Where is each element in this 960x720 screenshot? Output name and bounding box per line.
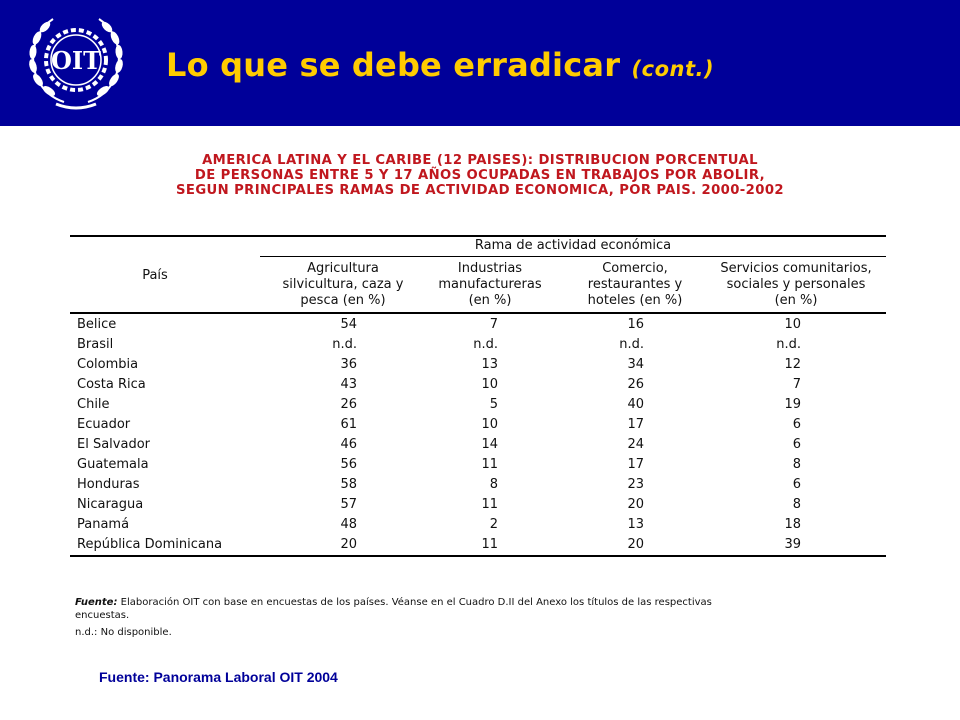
table-cell-value: 11: [481, 497, 498, 512]
table-cell-value: n.d.: [332, 337, 357, 352]
table-row-country: Guatemala: [77, 457, 149, 472]
table-cell-value: 36: [340, 357, 357, 372]
table-row-country: República Dominicana: [77, 537, 223, 552]
table-bottom-rule: [70, 555, 886, 557]
slide-title-text: Lo que se debe erradicar: [166, 46, 621, 84]
slide-title-suffix: (cont.): [631, 57, 715, 81]
table-cell-value: 17: [627, 457, 644, 472]
source-note-label: Fuente:: [75, 597, 118, 608]
table-title: [100, 153, 860, 198]
table-row-country: Panamá: [77, 517, 130, 532]
table-cell-value: 13: [627, 517, 644, 532]
table-cell-value: 23: [627, 477, 644, 492]
nd-note: n.d.: No disponible.: [75, 627, 172, 638]
table-cell-value: 8: [792, 497, 801, 512]
table-cell-value: 40: [627, 397, 644, 412]
oit-logo-text: OIT: [51, 46, 101, 75]
table-cell-value: 43: [340, 377, 357, 392]
table-cell-value: 5: [489, 397, 498, 412]
table-cell-value: 56: [340, 457, 357, 472]
country-column-header: País: [142, 268, 168, 283]
table-cell-value: 11: [481, 537, 498, 552]
table-cell-value: 13: [481, 357, 498, 372]
table-row-country: Ecuador: [77, 417, 131, 432]
table-cell-value: 7: [792, 377, 801, 392]
table-row-country: Nicaragua: [77, 497, 144, 512]
column-header-servicios: Servicios comunitarios, sociales y personales (en %): [720, 261, 872, 308]
table-cell-value: 12: [784, 357, 801, 372]
table-cell-value: 48: [340, 517, 357, 532]
table-row-country: Costa Rica: [77, 377, 146, 392]
slide-title: [166, 46, 714, 84]
table-cell-value: 16: [627, 317, 644, 332]
table-cell-value: 26: [627, 377, 644, 392]
table-cell-value: 14: [481, 437, 498, 452]
table-cell-value: n.d.: [776, 337, 801, 352]
table-cell-value: n.d.: [473, 337, 498, 352]
table-cell-value: 26: [340, 397, 357, 412]
table-cell-value: 20: [627, 497, 644, 512]
table-cell-value: 46: [340, 437, 357, 452]
table-row-country: Brasil: [77, 337, 114, 352]
column-header-comercio: Comercio, restaurantes y hoteles (en %): [587, 261, 683, 308]
column-header-agricultura: Agricultura silvicultura, caza y pesca (en %): [282, 261, 404, 308]
table-cell-value: 19: [784, 397, 801, 412]
table-row-country: Chile: [77, 397, 110, 412]
table-row-country: Honduras: [77, 477, 140, 492]
table-row-country: El Salvador: [77, 437, 150, 452]
oit-emblem-icon: [26, 14, 126, 112]
table-cell-value: 57: [340, 497, 357, 512]
header-bottom-rule: [70, 312, 886, 314]
table-cell-value: 6: [792, 477, 801, 492]
table-cell-value: 18: [784, 517, 801, 532]
table-cell-value: 8: [489, 477, 498, 492]
source-note: [75, 596, 795, 622]
table-cell-value: 20: [340, 537, 357, 552]
table-cell-value: 10: [481, 377, 498, 392]
table-cell-value: 34: [627, 357, 644, 372]
table-title-line: AMERICA LATINA Y EL CARIBE (12 PAISES): DISTRIBUCION PORCENTUAL: [202, 153, 758, 168]
table-cell-value: 20: [627, 537, 644, 552]
table-title-line: SEGUN PRINCIPALES RAMAS DE ACTIVIDAD ECONOMICA, POR PAIS. 2000-2002: [176, 183, 784, 198]
source-note-text: Elaboración OIT con base en encuestas de los países. Véanse en el Cuadro D.II del Anexo los títulos de las respectivas: [120, 597, 712, 608]
column-header-industrias: Industrias manufactureras (en %): [438, 261, 542, 308]
table-cell-value: 24: [627, 437, 644, 452]
table-cell-value: 10: [784, 317, 801, 332]
table-cell-value: n.d.: [619, 337, 644, 352]
table-cell-value: 8: [792, 457, 801, 472]
table-cell-value: 6: [792, 417, 801, 432]
table-cell-value: 10: [481, 417, 498, 432]
table-cell-value: 58: [340, 477, 357, 492]
slide-header: [0, 0, 960, 126]
table-title-line: DE PERSONAS ENTRE 5 Y 17 AÑOS OCUPADAS EN TRABAJOS POR ABOLIR,: [194, 168, 766, 183]
group-header-rule: [260, 256, 886, 257]
table-cell-value: 54: [340, 317, 357, 332]
activity-group-header: Rama de actividad económica: [474, 238, 672, 253]
table-cell-value: 7: [489, 317, 498, 332]
table-cell-value: 39: [784, 537, 801, 552]
table-cell-value: 11: [481, 457, 498, 472]
source-note-text-cont: encuestas.: [75, 610, 130, 621]
table-row-country: Colombia: [77, 357, 139, 372]
table-top-rule: [70, 235, 886, 237]
table-cell-value: 6: [792, 437, 801, 452]
table-cell-value: 17: [627, 417, 644, 432]
table-row-country: Belice: [77, 317, 117, 332]
table-cell-value: 2: [489, 517, 498, 532]
slide-source: Fuente: Panorama Laboral OIT 2004: [99, 669, 338, 685]
table-cell-value: 61: [340, 417, 357, 432]
